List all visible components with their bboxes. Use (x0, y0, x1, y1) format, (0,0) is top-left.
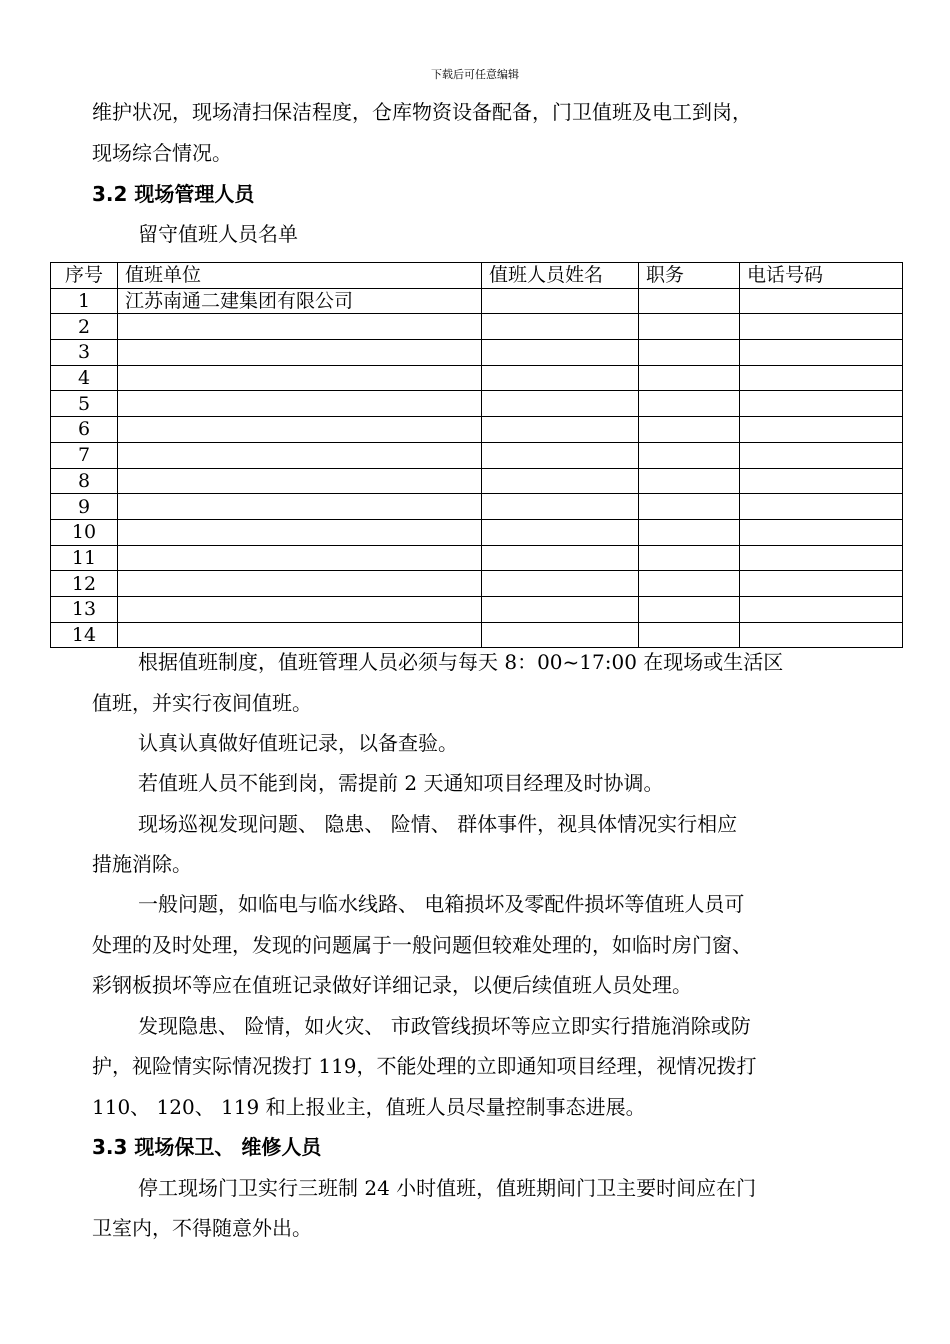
cell-index: 13 (51, 596, 118, 622)
cell-name (482, 468, 639, 494)
cell-name (482, 365, 639, 391)
cell-unit (118, 519, 482, 545)
cell-phone (740, 391, 903, 417)
cell-position (639, 340, 740, 366)
paragraph-line: 现场巡视发现问题、 隐患、 险情、 群体事件，视具体情况实行相应 (138, 812, 738, 836)
cell-unit (118, 365, 482, 391)
cell-unit (118, 545, 482, 571)
cell-position (639, 365, 740, 391)
cell-phone (740, 622, 903, 648)
cell-unit (118, 596, 482, 622)
table-row (51, 288, 903, 314)
table-row (51, 596, 903, 622)
cell-unit (118, 468, 482, 494)
table-title: 留守值班人员名单 (138, 222, 298, 246)
table-row (51, 622, 903, 648)
table-row (51, 340, 903, 366)
cell-name (482, 494, 639, 520)
cell-phone (740, 365, 903, 391)
cell-unit: 江苏南通二建集团有限公司 (118, 288, 482, 314)
cell-name (482, 391, 639, 417)
paragraph-line: 110、 120、 119 和上报业主，值班人员尽量控制事态进展。 (92, 1095, 646, 1119)
cell-index: 7 (51, 442, 118, 468)
cell-position (639, 288, 740, 314)
cell-index: 5 (51, 391, 118, 417)
table-row (51, 365, 903, 391)
cell-phone (740, 571, 903, 597)
paragraph-line: 维护状况，现场清扫保洁程度，仓库物资设备配备，门卫值班及电工到岗， (92, 100, 752, 124)
table-row (51, 545, 903, 571)
cell-phone (740, 442, 903, 468)
cell-unit (118, 391, 482, 417)
paragraph-line: 卫室内，不得随意外出。 (92, 1216, 312, 1240)
cell-phone (740, 519, 903, 545)
cell-position (639, 596, 740, 622)
paragraph-line: 彩钢板损坏等应在值班记录做好详细记录，以便后续值班人员处理。 (92, 973, 692, 997)
cell-name (482, 545, 639, 571)
duty-roster-table (50, 262, 903, 648)
table-row (51, 417, 903, 443)
table-header-row (51, 263, 903, 289)
cell-name (482, 417, 639, 443)
cell-phone (740, 288, 903, 314)
cell-position (639, 494, 740, 520)
cell-position (639, 417, 740, 443)
cell-index: 4 (51, 365, 118, 391)
table-row (51, 468, 903, 494)
table-row (51, 442, 903, 468)
paragraph-line: 措施消除。 (92, 852, 192, 876)
cell-name (482, 519, 639, 545)
cell-index: 12 (51, 571, 118, 597)
cell-position (639, 314, 740, 340)
cell-phone (740, 545, 903, 571)
cell-phone (740, 340, 903, 366)
column-header-phone: 电话号码 (740, 263, 903, 289)
cell-unit (118, 314, 482, 340)
cell-phone (740, 314, 903, 340)
table-row (51, 571, 903, 597)
cell-unit (118, 622, 482, 648)
table-row (51, 391, 903, 417)
column-header-index: 序号 (51, 263, 118, 289)
section-heading-3-2: 3.2 现场管理人员 (92, 182, 255, 206)
column-header-name: 值班人员姓名 (482, 263, 639, 289)
cell-phone (740, 596, 903, 622)
page-header-note: 下载后可任意编辑 (431, 68, 519, 81)
paragraph-line: 发现隐患、 险情，如火灾、 市政管线损坏等应立即实行措施消除或防 (138, 1014, 751, 1038)
cell-unit (118, 417, 482, 443)
section-heading-3-3: 3.3 现场保卫、 维修人员 (92, 1135, 322, 1159)
cell-position (639, 468, 740, 494)
cell-index: 2 (51, 314, 118, 340)
cell-name (482, 571, 639, 597)
cell-index: 10 (51, 519, 118, 545)
cell-name (482, 340, 639, 366)
cell-position (639, 519, 740, 545)
cell-phone (740, 468, 903, 494)
cell-phone (740, 494, 903, 520)
cell-index: 3 (51, 340, 118, 366)
paragraph-line: 护，视险情实际情况拨打 119，不能处理的立即通知项目经理，视情况拨打 (92, 1054, 757, 1078)
table-row (51, 314, 903, 340)
column-header-unit: 值班单位 (118, 263, 482, 289)
paragraph-line: 停工现场门卫实行三班制 24 小时值班，值班期间门卫主要时间应在门 (138, 1176, 757, 1200)
cell-name (482, 288, 639, 314)
cell-index: 1 (51, 288, 118, 314)
cell-name (482, 314, 639, 340)
paragraph-line: 若值班人员不能到岗，需提前 2 天通知项目经理及时协调。 (138, 771, 664, 795)
paragraph-line: 处理的及时处理，发现的问题属于一般问题但较难处理的，如临时房门窗、 (92, 933, 752, 957)
cell-index: 8 (51, 468, 118, 494)
cell-name (482, 596, 639, 622)
cell-position (639, 545, 740, 571)
cell-position (639, 442, 740, 468)
cell-position (639, 571, 740, 597)
column-header-position: 职务 (639, 263, 740, 289)
cell-position (639, 391, 740, 417)
cell-index: 14 (51, 622, 118, 648)
paragraph-line: 现场综合情况。 (92, 141, 232, 165)
table-row (51, 519, 903, 545)
cell-phone (740, 417, 903, 443)
cell-name (482, 622, 639, 648)
cell-name (482, 442, 639, 468)
paragraph-line: 值班，并实行夜间值班。 (92, 691, 312, 715)
cell-unit (118, 494, 482, 520)
cell-index: 9 (51, 494, 118, 520)
paragraph-line: 认真认真做好值班记录，以备查验。 (138, 731, 458, 755)
cell-index: 6 (51, 417, 118, 443)
cell-unit (118, 340, 482, 366)
table-row (51, 494, 903, 520)
cell-position (639, 622, 740, 648)
cell-index: 11 (51, 545, 118, 571)
cell-unit (118, 442, 482, 468)
paragraph-line: 根据值班制度，值班管理人员必须与每天 8：00~17:00 在现场或生活区 (138, 650, 784, 674)
paragraph-line: 一般问题，如临电与临水线路、 电箱损坏及零配件损坏等值班人员可 (138, 892, 745, 916)
cell-unit (118, 571, 482, 597)
